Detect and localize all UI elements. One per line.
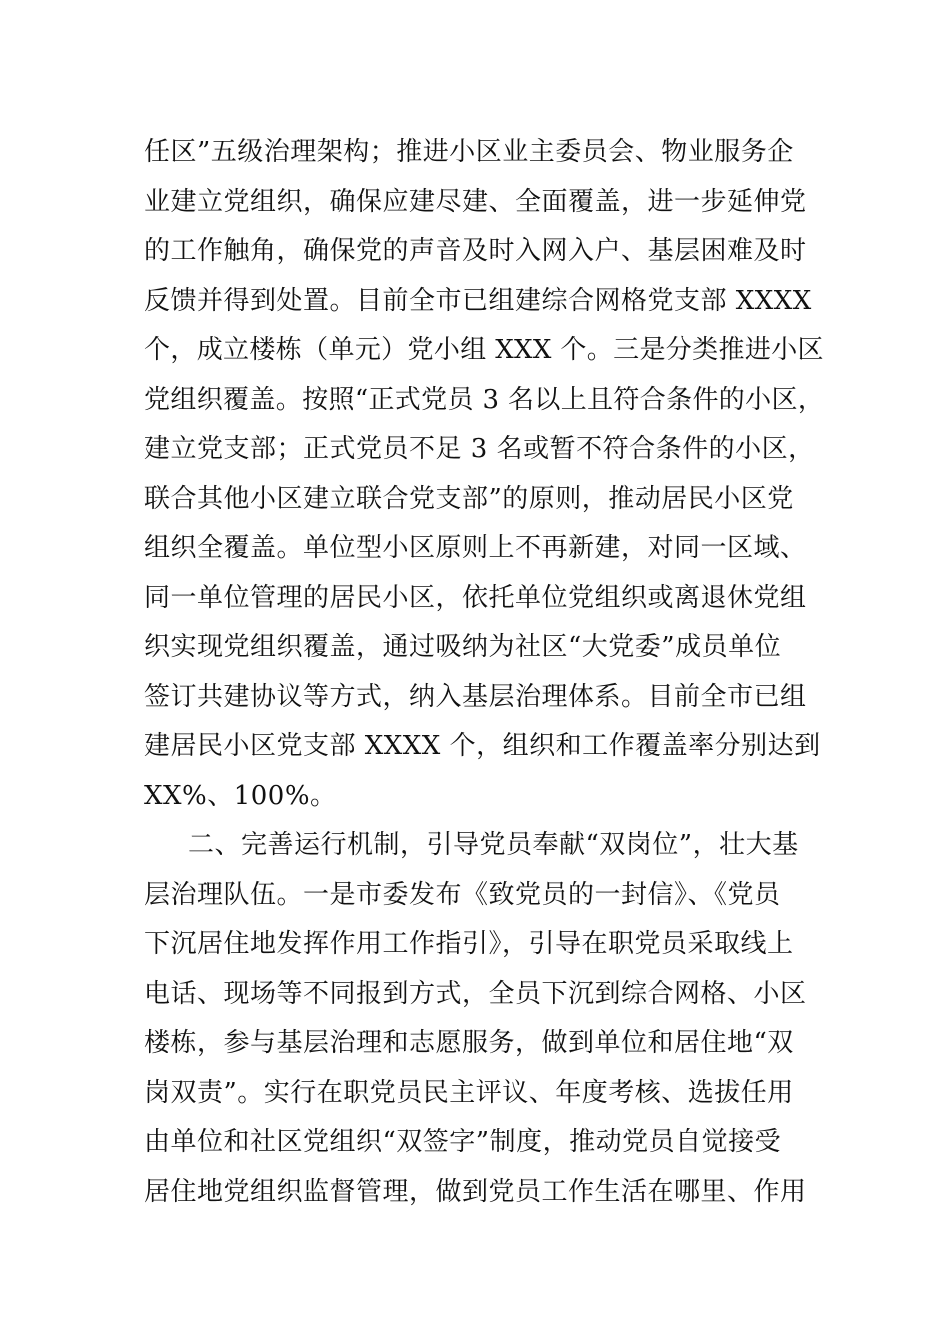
text-line: 电话、现场等不同报到方式，全员下沉到综合网格、小区 [144,978,807,1009]
text-line: 任区”五级治理架构；推进小区业主委员会、物业服务企 [144,137,794,167]
text-line: 反馈并得到处置。目前全市已组建综合网格党支部 XXXX [144,285,812,316]
text-line: XX%、100%。 [144,780,337,811]
text-line: 织实现党组织覆盖，通过吸纳为社区“大党委”成员单位 [144,632,782,662]
text-line: 签订共建协议等方式，纳入基层治理体系。目前全市已组 [144,681,807,712]
paragraph-heading-line: 二、完善运行机制，引导党员奉献“双岗位”，壮大基 [188,830,799,860]
text-line: 建居民小区党支部 XXXX 个，组织和工作覆盖率分别达到 [144,731,821,761]
text-line: 层治理队伍。一是市委发布《致党员的一封信》、《党员 [144,879,781,910]
text-line: 联合其他小区建立联合党支部”的原则，推动居民小区党 [144,483,794,514]
text-line: 同一单位管理的居民小区，依托单位党组织或离退休党组 [144,582,807,613]
text-line: 由单位和社区党组织“双签字”制度，推动党员自觉接受 [144,1127,782,1157]
text-line: 楼栋，参与基层治理和志愿服务，做到单位和居住地“双 [144,1028,794,1058]
text-line: 居住地党组织监督管理，做到党员工作生活在哪里、作用 [144,1176,807,1207]
text-line: 业建立党组织，确保应建尽建、全面覆盖，进一步延伸党 [144,186,807,217]
text-line: 建立党支部；正式党员不足 3 名或暂不符合条件的小区， [144,434,815,464]
text-line: 党组织覆盖。按照“正式党员 3 名以上且符合条件的小区， [144,384,825,415]
text-line: 个，成立楼栋（单元）党小组 XXX 个。三是分类推进小区 [144,335,824,365]
text-line: 下沉居住地发挥作用工作指引》，引导在职党员采取线上 [144,929,794,959]
document-body [144,128,824,1217]
text-line: 岗双责”。实行在职党员民主评议、年度考核、选拔任用 [144,1077,794,1108]
text-line: 组织全覆盖。单位型小区原则上不再新建，对同一区域、 [144,533,807,563]
text-line: 的工作触角，确保党的声音及时入网入户、基层困难及时 [144,236,807,266]
